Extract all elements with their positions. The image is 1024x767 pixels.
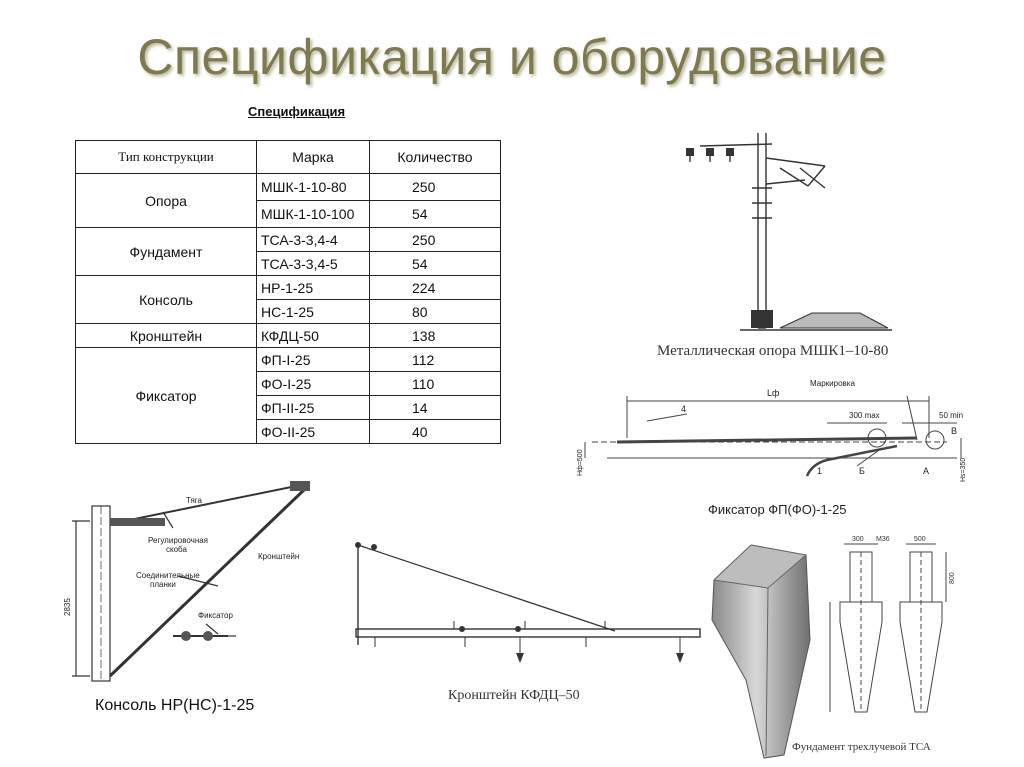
pole-caption: Металлическая опора МШК1–10-80 bbox=[657, 343, 889, 359]
mark-cell: ФО-I-25 bbox=[257, 372, 370, 396]
spec-caption: Спецификация bbox=[248, 104, 346, 119]
type-cell-fiksator: Фиксатор bbox=[76, 348, 257, 444]
type-cell-konsol: Консоль bbox=[76, 276, 257, 324]
fixator-label-marking: Маркировка bbox=[810, 379, 855, 388]
fixator-label-50min: 50 min bbox=[939, 411, 964, 420]
mark-cell: ТСА-3-3,4-4 bbox=[257, 228, 370, 252]
fixator-label-a: А bbox=[923, 466, 930, 476]
qty-cell: 54 bbox=[370, 201, 501, 228]
fixator-label-lf: Lф bbox=[767, 388, 780, 398]
header-type: Тип конструкции bbox=[76, 141, 257, 174]
fixator-caption: Фиксатор ФП(ФО)-1-25 bbox=[708, 502, 847, 517]
console-label-reg2: скоба bbox=[166, 545, 187, 554]
fixator-label-4: 4 bbox=[681, 404, 687, 414]
qty-cell: 14 bbox=[370, 396, 501, 420]
foundation-drawing bbox=[822, 532, 964, 744]
spec-table bbox=[75, 140, 501, 444]
table-row bbox=[76, 324, 501, 348]
fixator-label-300max: 300 max bbox=[849, 411, 880, 420]
foundation-caption: Фундамент трехлучевой ТСА bbox=[792, 741, 931, 753]
qty-cell: 224 bbox=[370, 276, 501, 300]
spec-header-row bbox=[76, 141, 501, 174]
qty-cell: 250 bbox=[370, 228, 501, 252]
foundation-label-800: 800 bbox=[949, 572, 956, 584]
mark-cell: ФП-II-25 bbox=[257, 396, 370, 420]
header-qty: Количество bbox=[370, 141, 501, 174]
metal-pole-drawing bbox=[640, 128, 900, 338]
fixator-label-b: В bbox=[951, 426, 958, 436]
qty-cell: 54 bbox=[370, 252, 501, 276]
console-label-tyaga: Тяга bbox=[186, 496, 202, 505]
slide-title: Спецификация и оборудование bbox=[137, 29, 887, 85]
qty-cell: 40 bbox=[370, 420, 501, 444]
table-row bbox=[76, 276, 501, 300]
mark-cell: НР-1-25 bbox=[257, 276, 370, 300]
console-drawing bbox=[63, 476, 330, 686]
table-row bbox=[76, 348, 501, 372]
qty-cell: 112 bbox=[370, 348, 501, 372]
mark-cell: МШК-1-10-80 bbox=[257, 174, 370, 201]
mark-cell: КФДЦ-50 bbox=[257, 324, 370, 348]
foundation-label-500: 500 bbox=[914, 536, 926, 543]
table-row bbox=[76, 228, 501, 252]
fixator-label-b2: Б bbox=[859, 466, 865, 476]
foundation-label-m36: М36 bbox=[876, 536, 890, 543]
mark-cell: НС-1-25 bbox=[257, 300, 370, 324]
console-label-fix: Фиксатор bbox=[198, 611, 233, 620]
mark-cell: ТСА-3-3,4-5 bbox=[257, 252, 370, 276]
bracket-caption: Кронштейн КФДЦ–50 bbox=[448, 688, 580, 703]
fixator-label-hf: Нф=500 bbox=[577, 449, 584, 476]
console-label-kron: Кронштейн bbox=[258, 552, 300, 561]
bracket-drawing bbox=[350, 535, 710, 665]
foundation-label-300: 300 bbox=[852, 536, 864, 543]
console-label-soed2: планки bbox=[150, 580, 176, 589]
header-mark: Марка bbox=[257, 141, 370, 174]
mark-cell: МШК-1-10-100 bbox=[257, 201, 370, 228]
fixator-drawing bbox=[577, 376, 967, 488]
qty-cell: 80 bbox=[370, 300, 501, 324]
type-cell-kronshtein: Кронштейн bbox=[76, 324, 257, 348]
console-label-soed: Соединительные bbox=[136, 571, 200, 580]
type-cell-opora: Опора bbox=[76, 174, 257, 228]
foundation-photo bbox=[706, 530, 822, 762]
mark-cell: ФП-I-25 bbox=[257, 348, 370, 372]
mark-cell: ФО-II-25 bbox=[257, 420, 370, 444]
console-caption: Консоль НР(НС)-1-25 bbox=[95, 697, 255, 714]
type-cell-fundament: Фундамент bbox=[76, 228, 257, 276]
console-label-reg: Регулировочная bbox=[148, 536, 209, 545]
fixator-label-1: 1 bbox=[817, 466, 823, 476]
table-row bbox=[76, 174, 501, 201]
qty-cell: 250 bbox=[370, 174, 501, 201]
qty-cell: 138 bbox=[370, 324, 501, 348]
console-label-dim: 2835 bbox=[63, 598, 72, 616]
fixator-label-hs: Нs=350 bbox=[960, 457, 967, 482]
qty-cell: 110 bbox=[370, 372, 501, 396]
